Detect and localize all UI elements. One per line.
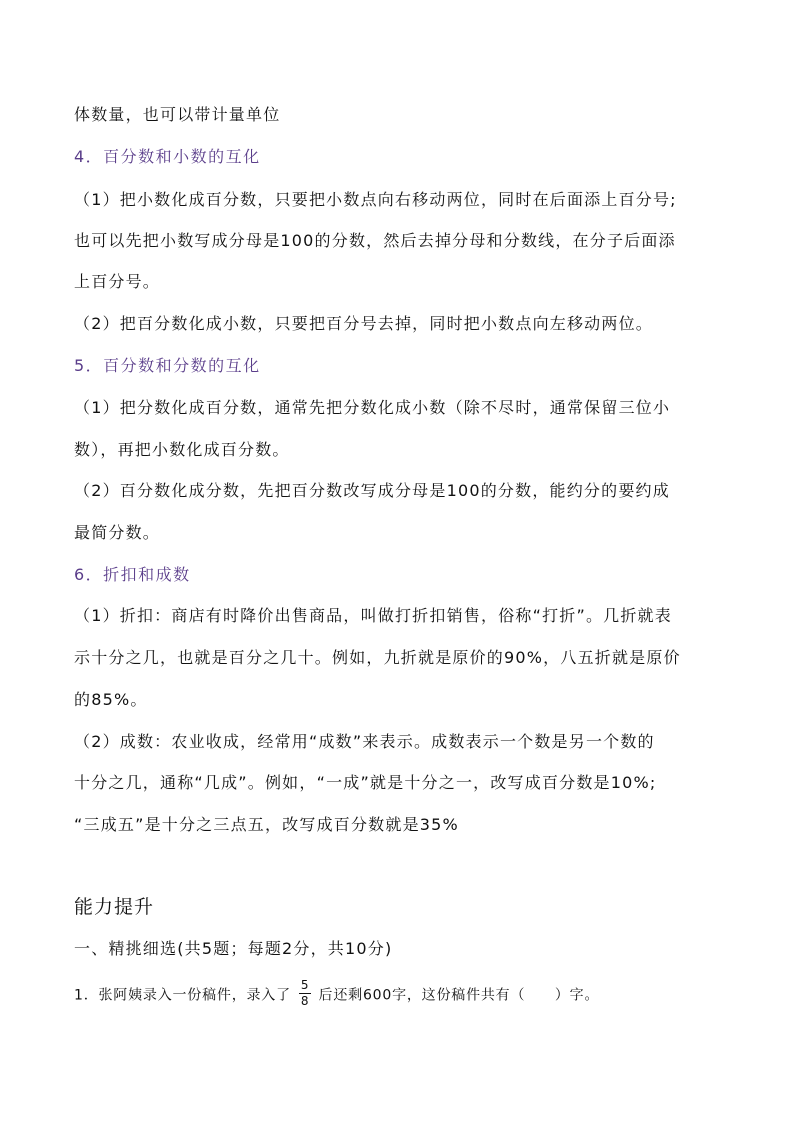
- question-1: [74, 980, 599, 1011]
- text-line: 数），再把小数化成百分数。: [74, 440, 290, 459]
- text-line: “三成五”是十分之三点五，改写成百分数就是35%: [74, 815, 459, 834]
- heading-discount: 6．折扣和成数: [74, 565, 191, 584]
- heading-percent-decimal: 4．百分数和小数的互化: [74, 147, 261, 166]
- heading-percent-fraction: 5．百分数和分数的互化: [74, 356, 261, 375]
- text-line: （2）把百分数化成小数，只要把百分号去掉，同时把小数点向左移动两位。: [74, 314, 653, 333]
- text-line: （2）百分数化成分数，先把百分数改写成分母是100的分数，能约分的要约成: [74, 481, 670, 500]
- question-1-prefix: 1．张阿姨录入一份稿件，录入了: [74, 987, 291, 1004]
- text-line: 最简分数。: [74, 523, 161, 542]
- fraction: [299, 978, 311, 1009]
- fraction-numerator: 5: [300, 978, 309, 992]
- section-title: 能力提升: [74, 896, 155, 918]
- text-line: 的85%。: [74, 690, 148, 709]
- text-line: （1）把小数化成百分数，只要把小数点向右移动两位，同时在后面添上百分号;: [74, 190, 677, 209]
- question-1-suffix: 后还剩600字，这份稿件共有（ ）字。: [318, 987, 600, 1004]
- text-line: 体数量，也可以带计量单位: [74, 105, 281, 124]
- text-line: 示十分之几，也就是百分之几十。例如，九折就是原价的90%，八五折就是原价: [74, 648, 681, 667]
- question-group-title: 一、精挑细选(共5题；每题2分，共10分): [74, 939, 393, 958]
- text-line: 上百分号。: [74, 272, 161, 291]
- text-line: 也可以先把小数写成分母是100的分数，然后去掉分母和分数线，在分子后面添: [74, 231, 676, 250]
- text-line: （2）成数：农业收成，经常用“成数”来表示。成数表示一个数是另一个数的: [74, 732, 655, 751]
- text-line: 十分之几，通称“几成”。例如，“一成”就是十分之一，改写成百分数是10%;: [74, 773, 657, 792]
- text-line: （1）把分数化成百分数，通常先把分数化成小数（除不尽时，通常保留三位小: [74, 398, 671, 417]
- text-line: （1）折扣：商店有时降价出售商品，叫做打折扣销售，俗称“打折”。几折就表: [74, 606, 672, 625]
- fraction-denominator: 8: [300, 994, 309, 1008]
